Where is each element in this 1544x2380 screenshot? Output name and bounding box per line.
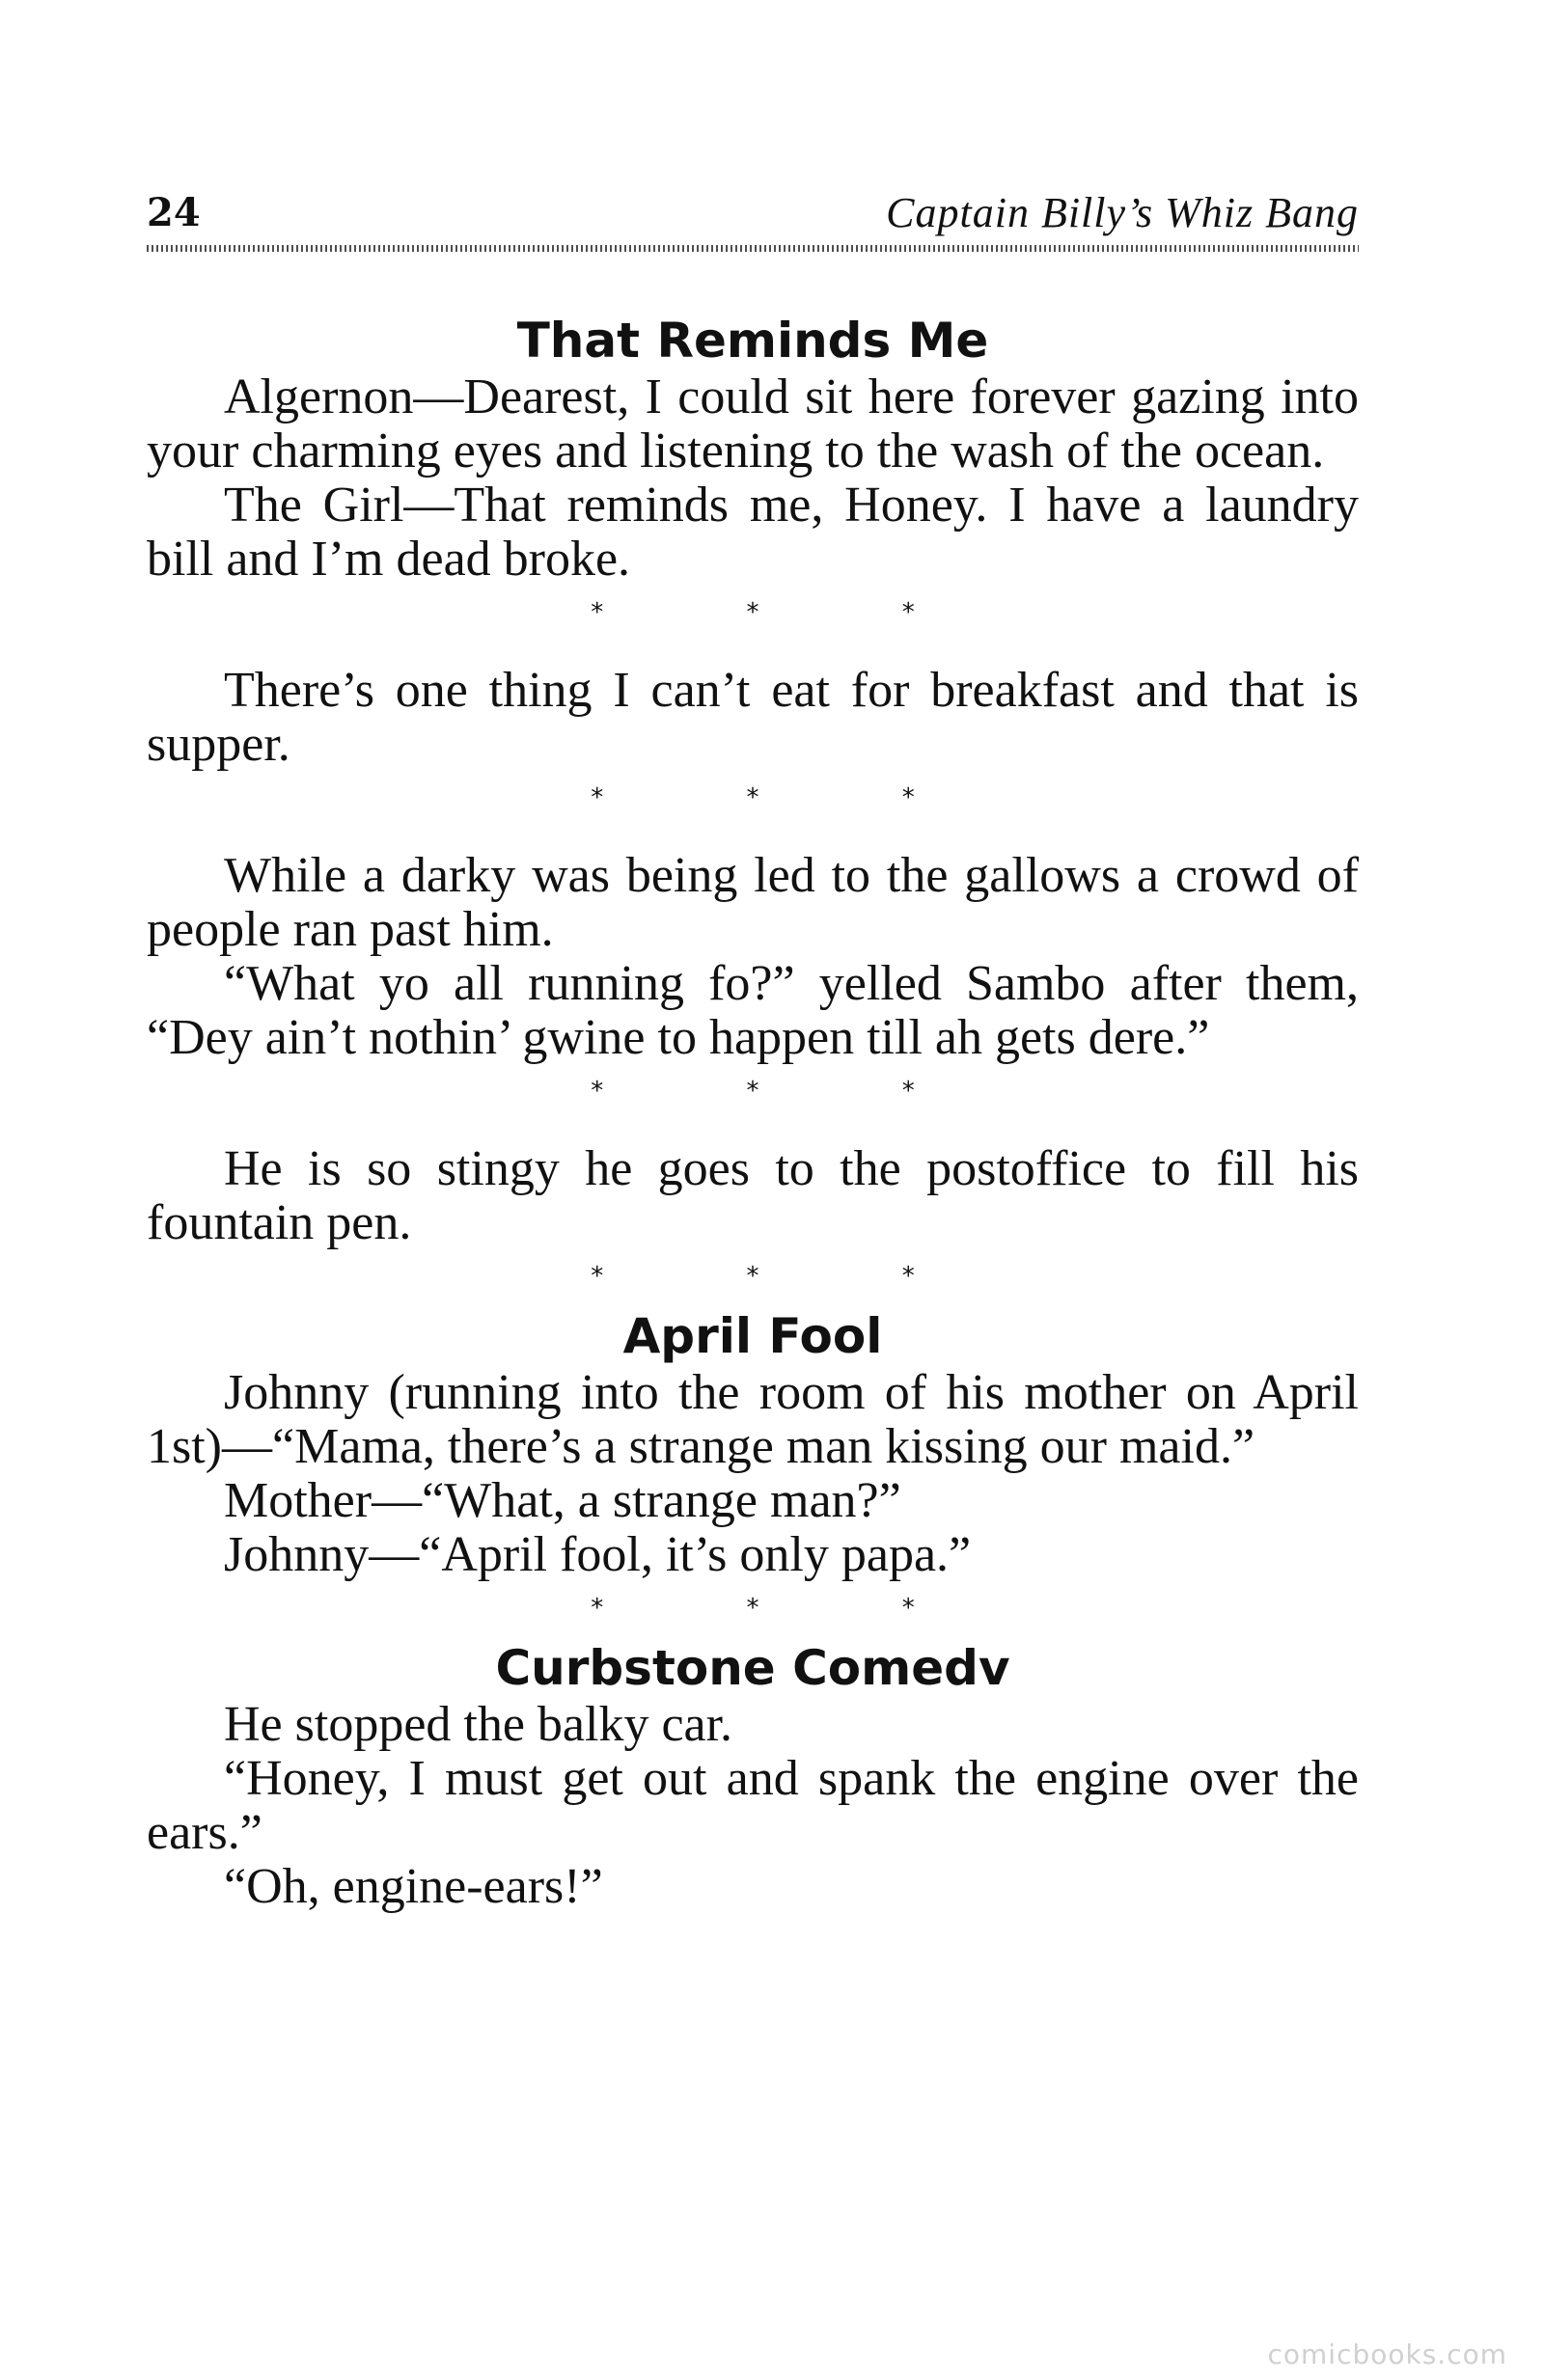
joke-paragraph: He stopped the balky car. (224, 1697, 733, 1752)
joke-paragraph: Johnny (running into the room of his mother on April 1st)—“Mama, there’s a strange man kissing our maid.” (147, 1365, 1359, 1474)
watermark: comicbooks.com (1267, 2339, 1507, 2370)
joke-paragraph: Mother—“What, a strange man?” (224, 1473, 901, 1528)
asterisk-separator: * * * (591, 1262, 982, 1291)
section-title-curbstone-comedy: Curbstone Comedv (495, 1640, 1010, 1696)
section-title-april-fool: April Fool (622, 1308, 883, 1364)
joke-paragraph: He is so stingy he goes to the postoffice to fill his fountain pen. (147, 1141, 1359, 1250)
joke-paragraph: Algernon—Dearest, I could sit here forever gazing into your charming eyes and listening to the wash of the ocean. (147, 369, 1359, 479)
joke-paragraph: “Honey, I must get out and spank the engine over the ears.” (147, 1751, 1359, 1860)
asterisk-separator: * * * (591, 1077, 982, 1106)
page-number: 24 (147, 190, 201, 235)
asterisk-separator: * * * (591, 783, 982, 812)
asterisk-separator: * * * (591, 598, 982, 627)
page (147, 0, 1359, 2380)
joke-paragraph: There’s one thing I can’t eat for breakfast and that is supper. (147, 663, 1359, 772)
header-rule (147, 245, 1359, 252)
spacer (147, 639, 1359, 664)
joke-paragraph: While a darky was being led to the gallows a crowd of people ran past him. (147, 848, 1359, 957)
asterisk-separator: * * * (591, 1594, 982, 1623)
joke-paragraph: The Girl—That reminds me, Honey. I have a laundry bill and I’m dead broke. (147, 478, 1359, 587)
joke-paragraph: Johnny—“April fool, it’s only papa.” (224, 1527, 972, 1582)
section-title-that-reminds-me: That Reminds Me (516, 313, 989, 369)
running-head: Captain Billy’s Whiz Bang (886, 189, 1359, 236)
spacer (147, 824, 1359, 849)
page-header (147, 189, 1359, 247)
page-content (147, 311, 1359, 1914)
spacer (147, 1117, 1359, 1142)
joke-paragraph: “What yo all running fo?” yelled Sambo after them, “Dey ain’t nothin’ gwine to happen till ah gets dere.” (147, 956, 1359, 1065)
joke-paragraph: “Oh, engine-ears!” (224, 1859, 603, 1914)
